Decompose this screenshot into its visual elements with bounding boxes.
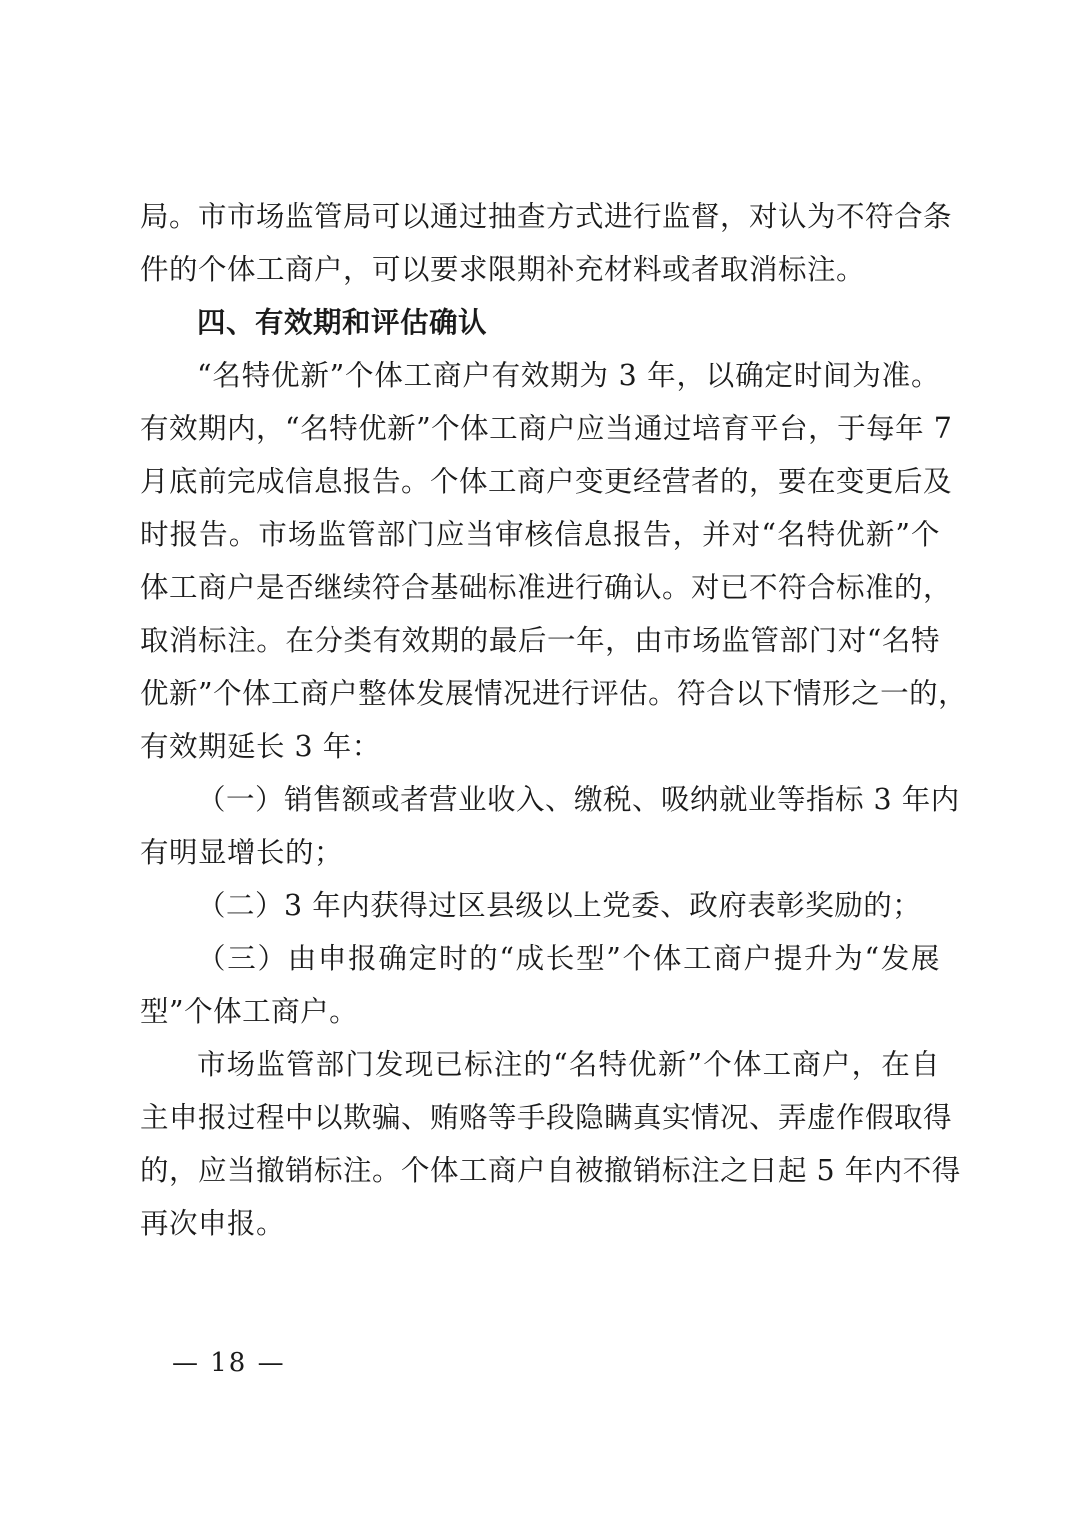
- text-line: 优新”个体工商户整体发展情况进行评估。符合以下情形之一的，: [140, 677, 968, 710]
- text-line: 型”个体工商户。: [140, 995, 359, 1028]
- text-line: （二）3 年内获得过区县级以上党委、政府表彰奖励的；: [197, 889, 922, 922]
- body-text: [140, 190, 968, 1250]
- text-line: 有明显增长的；: [140, 836, 344, 869]
- text-line: 件的个体工商户，可以要求限期补充材料或者取消标注。: [140, 253, 866, 286]
- text-line: （一）销售额或者营业收入、缴税、吸纳就业等指标 3 年内: [197, 783, 960, 816]
- text-line: 局。市市场监管局可以通过抽查方式进行监督，对认为不符合条: [140, 200, 953, 233]
- text-line: 体工商户是否继续符合基础标准进行确认。对已不符合标准的，: [140, 571, 953, 604]
- text-line: 市场监管部门发现已标注的“名特优新”个体工商户，在自: [197, 1048, 940, 1081]
- text-line: 再次申报。: [140, 1207, 286, 1240]
- text-line: 的，应当撤销标注。个体工商户自被撤销标注之日起 5 年内不得: [140, 1154, 961, 1187]
- text-line: “名特优新”个体工商户有效期为 3 年，以确定时间为准。: [197, 359, 940, 392]
- text-line: 有效期内，“名特优新”个体工商户应当通过培育平台，于每年 7: [140, 412, 953, 445]
- text-line: （三）由申报确定时的“成长型”个体工商户提升为“发展: [197, 942, 940, 975]
- text-line: 时报告。市场监管部门应当审核信息报告，并对“名特优新”个: [140, 518, 940, 551]
- text-line: 主申报过程中以欺骗、贿赂等手段隐瞒真实情况、弄虚作假取得: [140, 1101, 953, 1134]
- text-line: 取消标注。在分类有效期的最后一年，由市场监管部门对“名特: [140, 624, 940, 657]
- text-line: 月底前完成信息报告。个体工商户变更经营者的，要在变更后及: [140, 465, 953, 498]
- section-heading: 四、有效期和评估确认: [197, 306, 488, 339]
- page-number: — 18 —: [172, 1348, 286, 1378]
- text-line: 有效期延长 3 年：: [140, 730, 381, 763]
